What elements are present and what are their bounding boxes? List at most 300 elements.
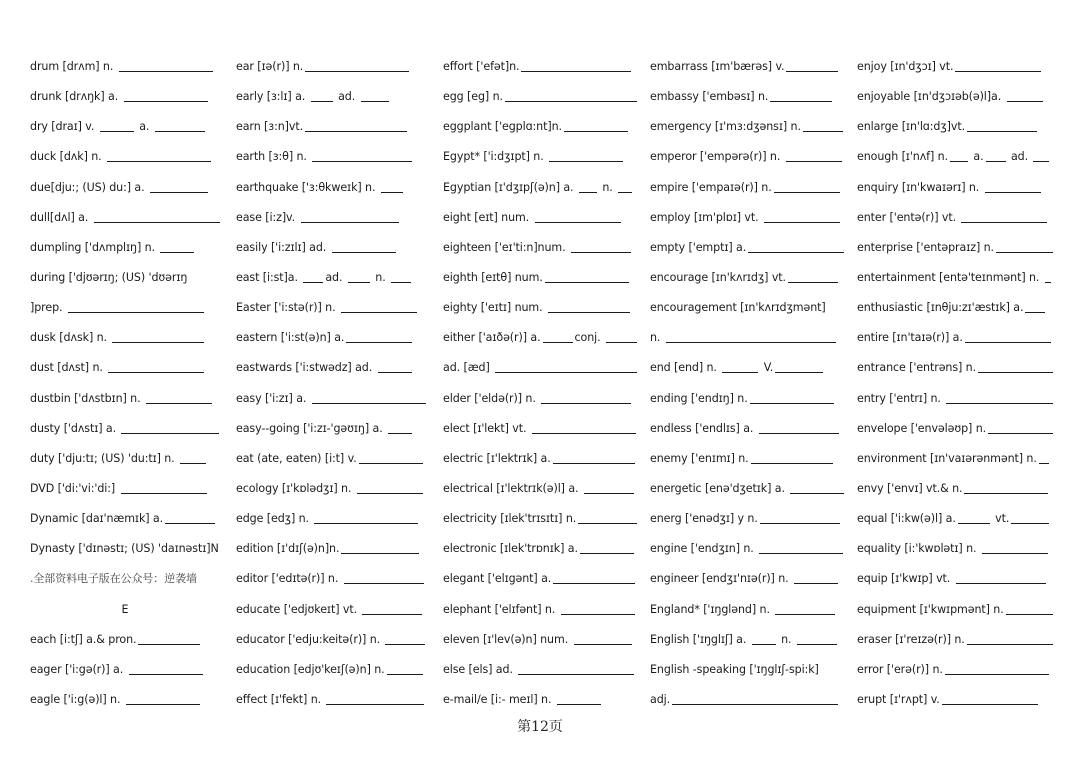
entry-text: dry [draɪ] v. (30, 120, 98, 134)
vocab-entry (650, 444, 844, 474)
entry-text: education [edjʊ'keɪʃ(ə)n] n. (236, 662, 385, 676)
answer-blank (618, 192, 632, 193)
answer-blank (1045, 282, 1051, 283)
vocab-entry (650, 82, 844, 112)
vocab-entry (857, 504, 1053, 534)
entry-text: educator ['edju:keitə(r)] n. (236, 632, 384, 646)
answer-blank (381, 192, 403, 193)
vocab-entry (443, 655, 637, 685)
answer-blank (564, 131, 628, 132)
entry-text: educate ['edjʊkeɪt] vt. (236, 602, 361, 616)
answer-blank (314, 523, 418, 524)
answer-blank (301, 222, 399, 223)
answer-blank (548, 312, 630, 313)
answer-blank (578, 523, 637, 524)
entry-text: enjoy [ɪn'dʒɔɪ] vt. (857, 60, 954, 73)
entry-text: a. (135, 120, 153, 134)
answer-blank (545, 282, 629, 283)
entry-text: earthquake ['ɜ:θkweɪk] n. (236, 180, 379, 194)
vocab-entry (443, 625, 637, 655)
entry-text: energetic [enə'dʒetɪk] a. (650, 481, 789, 495)
vocab-entry (857, 414, 1053, 444)
answer-blank (584, 493, 634, 494)
entry-text: .全部资料电子版在公众号：逆袭墙 (30, 572, 197, 586)
word-column-2 (236, 52, 430, 715)
entry-text: erupt [ɪ'rʌpt] v. (857, 692, 940, 706)
entry-text: eager ['i:gə(r)] a. (30, 662, 127, 676)
vocab-entry (30, 173, 220, 203)
answer-blank (303, 282, 323, 283)
answer-blank (1006, 614, 1053, 615)
answer-blank (786, 71, 838, 72)
entry-text: equipment [ɪ'kwɪpmənt] n. (857, 602, 1004, 616)
entry-text: ad. (1007, 150, 1032, 164)
answer-blank (961, 222, 1047, 223)
entry-text: elephant ['elɪfənt] n. (443, 602, 559, 616)
answer-blank (312, 403, 426, 404)
entry-text: enough [ɪ'nʌf] n. (857, 150, 948, 164)
vocab-entry (650, 233, 844, 263)
vocab-entry (236, 203, 430, 233)
answer-blank (341, 312, 417, 313)
entry-text: energ ['enədʒɪ] y n. (650, 512, 758, 526)
answer-blank (942, 704, 1038, 705)
answer-blank (750, 403, 834, 404)
answer-blank (108, 372, 204, 373)
vocab-entry (30, 595, 220, 625)
vocab-entry (236, 595, 430, 625)
answer-blank (535, 222, 621, 223)
vocab-entry (236, 353, 430, 383)
entry-text: enjoyable [ɪn'dʒɔɪəb(ə)l]a. (857, 90, 1005, 104)
vocab-entry (443, 142, 637, 172)
vocab-entry (443, 233, 637, 263)
answer-blank (150, 192, 208, 193)
entry-text: Dynasty ['dɪnəstɪ; (US) 'daɪnəstɪ]N (30, 542, 219, 556)
vocab-entry (650, 142, 844, 172)
entry-text: conj. (574, 331, 604, 345)
vocab-entry (443, 504, 637, 534)
answer-blank (387, 674, 423, 675)
entry-text: entertainment [entə'teɪnmənt] n. (857, 270, 1043, 284)
entry-text: dusk [dʌsk] n. (30, 331, 111, 345)
entry-text: eggplant ['egplɑ:nt]n. (443, 120, 562, 134)
entry-text: enterprise ['entəpraɪz] n. (857, 240, 994, 254)
vocab-entry (443, 82, 637, 112)
vocab-entry (443, 112, 637, 142)
answer-blank (751, 463, 833, 464)
entry-text: V. (760, 361, 774, 375)
entry-text: eat (ate, eaten) [i:t] v. (236, 451, 357, 465)
entry-text: a. (970, 150, 984, 164)
entry-text: embassy ['embəsɪ] n. (650, 90, 769, 104)
entry-text: enthusiastic [ɪnθju:zɪ'æstɪk] a. (857, 301, 1024, 315)
answer-blank (722, 372, 758, 373)
vocab-entry (236, 293, 430, 323)
vocab-entry (857, 655, 1053, 685)
answer-blank (982, 553, 1048, 554)
entry-text: elegant ['elɪgənt] a. (443, 572, 552, 586)
answer-blank (495, 372, 637, 373)
entry-text: employ [ɪm'plɒɪ] vt. (650, 210, 762, 224)
answer-blank (359, 463, 423, 464)
entry-text: drunk [drʌŋk] a. (30, 90, 122, 104)
vocab-entry (857, 625, 1053, 655)
vocab-entry (236, 52, 430, 82)
entry-text: ad. (334, 90, 359, 104)
word-column-4 (650, 52, 844, 715)
answer-blank (579, 192, 597, 193)
answer-blank (956, 583, 1046, 584)
answer-blank (958, 523, 990, 524)
vocab-entry (857, 474, 1053, 504)
vocab-entry (443, 384, 637, 414)
entry-text: n. (650, 331, 664, 345)
vocab-entry (443, 444, 637, 474)
vocab-entry (857, 353, 1053, 383)
vocab-entry (650, 625, 844, 655)
answer-blank (312, 161, 412, 162)
entry-text: English -speaking ['ɪŋglɪʃ-spi:k] (650, 662, 819, 676)
answer-blank (553, 583, 635, 584)
answer-blank (1025, 312, 1045, 313)
vocab-entry (443, 293, 637, 323)
vocab-entry (443, 414, 637, 444)
vocab-entry (30, 384, 220, 414)
vocab-entry (857, 112, 1053, 142)
answer-blank (155, 131, 205, 132)
vocab-entry (236, 534, 430, 564)
answer-blank (505, 101, 637, 102)
answer-blank (305, 131, 407, 132)
vocab-entry (857, 263, 1053, 293)
entry-text: else [els] ad. (443, 662, 517, 676)
answer-blank (385, 644, 425, 645)
entry-text: electricity [ɪlek'trɪsɪtɪ] n. (443, 512, 577, 526)
entry-text: vt. (991, 512, 1010, 526)
vocab-entry (30, 142, 220, 172)
entry-text: dumpling ['dʌmplɪŋ] n. (30, 240, 159, 254)
entry-text: e-mail/e [i:- meɪl] n. (443, 692, 555, 706)
vocab-entry (443, 474, 637, 504)
vocab-entry (443, 564, 637, 594)
answer-blank (775, 614, 835, 615)
vocab-entry (30, 293, 220, 323)
entry-text: empty ['emptɪ] a. (650, 240, 747, 254)
answer-blank (388, 433, 412, 434)
entry-text: dusty ['dʌstɪ] a. (30, 421, 120, 435)
answer-blank (68, 312, 204, 313)
vocab-entry (30, 474, 220, 504)
entry-text: edition [ɪ'dɪʃ(ə)n]n. (236, 542, 340, 556)
answer-blank (553, 463, 635, 464)
word-column-5 (857, 52, 1053, 715)
entry-text: ]prep. (30, 301, 66, 315)
answer-blank (561, 614, 635, 615)
answer-blank (543, 342, 573, 343)
entry-text: dull[dʌl] a. (30, 210, 92, 224)
vocab-entry (236, 112, 430, 142)
entry-text: earth [ɜ:θ] n. (236, 150, 311, 164)
entry-text: envelope ['envələʊp] n. (857, 421, 987, 435)
entry-text: eleven [ɪ'lev(ə)n] num. (443, 632, 572, 646)
vocab-entry (443, 203, 637, 233)
answer-blank (557, 704, 601, 705)
entry-text: Easter ['i:stə(r)] n. (236, 301, 339, 315)
answer-blank (1039, 463, 1049, 464)
vocab-entry (236, 504, 430, 534)
vocab-entry (30, 444, 220, 474)
answer-blank (797, 644, 837, 645)
vocab-entry (650, 173, 844, 203)
vocab-entry (650, 263, 844, 293)
entry-text: entry ['entrɪ] n. (857, 391, 945, 405)
entry-text: dustbin ['dʌstbɪn] n. (30, 391, 144, 405)
vocab-entry (30, 625, 220, 655)
entry-text: environment [ɪn'vaɪərənmənt] n. (857, 451, 1037, 465)
vocab-entry (236, 263, 430, 293)
answer-blank (1033, 161, 1049, 162)
vocab-entry (236, 444, 430, 474)
entry-text: equality [i:'kwɒlətɪ] n. (857, 542, 980, 556)
entry-text: eraser [ɪ'reɪzə(r)] n. (857, 632, 965, 646)
vocab-entry (443, 173, 637, 203)
answer-blank (146, 403, 212, 404)
vocab-entry (30, 504, 220, 534)
vocab-entry (650, 595, 844, 625)
entry-text: eight [eɪt] num. (443, 210, 533, 224)
answer-blank (794, 583, 838, 584)
entry-text: effort ['efət]n. (443, 60, 520, 73)
vocab-entry (236, 474, 430, 504)
vocab-entry (30, 52, 220, 82)
answer-blank (541, 403, 631, 404)
entry-text: eighth [eɪtθ] num. (443, 270, 543, 284)
entry-text: elect [ɪ'lekt] vt. (443, 421, 530, 435)
vocab-entry (857, 52, 1053, 82)
vocab-entry (30, 203, 220, 233)
answer-blank (770, 101, 832, 102)
vocab-entry (857, 173, 1053, 203)
vocab-entry (650, 112, 844, 142)
vocab-entry (236, 233, 430, 263)
vocab-entry (650, 203, 844, 233)
answer-blank (100, 131, 134, 132)
answer-blank (378, 372, 412, 373)
answer-blank (126, 704, 200, 705)
vocab-entry (857, 564, 1053, 594)
answer-blank (121, 433, 219, 434)
entry-text: Egyptian [ɪ'dʒɪpʃ(ə)n] a. (443, 180, 577, 194)
answer-blank (361, 101, 389, 102)
vocab-entry (650, 474, 844, 504)
entry-text: endless ['endlɪs] a. (650, 421, 757, 435)
answer-blank (946, 403, 1053, 404)
answer-blank (786, 161, 842, 162)
entry-text: end [end] n. (650, 361, 721, 375)
entry-text: dust [dʌst] n. (30, 361, 107, 375)
entry-text: enlarge [ɪn'lɑ:dʒ]vt. (857, 120, 966, 134)
answer-blank (165, 523, 215, 524)
vocab-entry (236, 685, 430, 715)
word-column-1 (30, 52, 220, 715)
answer-blank (985, 192, 1041, 193)
answer-blank (1011, 523, 1049, 524)
entry-text: English ['ɪŋglɪʃ] a. (650, 632, 750, 646)
entry-text: ease [i:z]v. (236, 210, 299, 224)
answer-blank (112, 342, 204, 343)
entry-text: n. (777, 632, 795, 646)
entry-text: enter ['entə(r)] vt. (857, 210, 960, 224)
answer-blank (580, 553, 634, 554)
entry-text: ecology [ɪ'kɒlədʒɪ] n. (236, 481, 355, 495)
answer-blank (521, 71, 631, 72)
answer-blank (759, 433, 839, 434)
answer-blank (124, 101, 208, 102)
answer-blank (950, 161, 968, 162)
word-column-3 (443, 52, 637, 715)
vocab-entry (30, 353, 220, 383)
answer-blank (326, 704, 424, 705)
answer-blank (964, 493, 1048, 494)
answer-blank (138, 644, 200, 645)
vocab-entry (30, 534, 220, 564)
answer-blank (790, 493, 844, 494)
answer-blank (571, 252, 631, 253)
answer-blank (788, 282, 838, 283)
entry-text: error ['erə(r)] n. (857, 662, 943, 676)
answer-blank (332, 252, 396, 253)
answer-blank (988, 433, 1053, 434)
entry-text: during ['djʊərɪŋ; (US) 'dʊərɪŋ (30, 270, 188, 284)
vocab-entry (857, 685, 1053, 715)
vocab-entry (30, 414, 220, 444)
vocab-entry (650, 323, 844, 353)
entry-text: embarrass [ɪm'bærəs] v. (650, 60, 785, 73)
vocab-entry (857, 534, 1053, 564)
answer-blank (955, 71, 1041, 72)
entry-text: enemy ['enɪmɪ] n. (650, 451, 749, 465)
answer-blank (574, 644, 632, 645)
entry-text: encouragement [ɪn'kʌrɪdʒmənt] (650, 301, 826, 315)
vocab-entry (443, 534, 637, 564)
page-number: 第12页 (517, 719, 563, 735)
vocab-entry (650, 52, 844, 82)
vocab-entry (30, 685, 220, 715)
vocab-entry (30, 323, 220, 353)
answer-blank (532, 433, 636, 434)
answer-blank (341, 553, 419, 554)
entry-text: emergency [ɪ'mɜ:dʒənsɪ] n. (650, 120, 801, 134)
vocab-entry (650, 353, 844, 383)
answer-blank (967, 644, 1053, 645)
vocab-entry (443, 595, 637, 625)
vocab-entry (857, 323, 1053, 353)
vocab-entry (650, 504, 844, 534)
answer-blank (160, 252, 194, 253)
answer-blank (752, 644, 776, 645)
entry-text: ad. [æd] (443, 361, 494, 375)
entry-text: eighteen ['eɪ'ti:n]num. (443, 240, 569, 254)
entry-text: adj. (650, 692, 671, 706)
answer-blank (1007, 101, 1043, 102)
answer-blank (996, 252, 1053, 253)
entry-text: editor ['edɪtə(r)] n. (236, 572, 342, 586)
entry-text: Egypt* ['i:dʒɪpt] n. (443, 150, 548, 164)
answer-blank (119, 71, 213, 72)
answer-blank (774, 192, 840, 193)
entry-text: eastern ['i:st(ə)n] a. (236, 331, 345, 345)
entry-text: eagle ['i:g(ə)l] n. (30, 692, 124, 706)
entry-text: n. (598, 180, 617, 194)
entry-text: emperor ['empərə(r)] n. (650, 150, 784, 164)
entry-text: E (121, 602, 129, 616)
vocab-entry (236, 142, 430, 172)
entry-text: eighty ['eɪtɪ] num. (443, 301, 546, 315)
answer-blank (748, 252, 844, 253)
vocab-entry (857, 203, 1053, 233)
entry-text: ear [ɪə(r)] n. (236, 60, 304, 73)
answer-blank (764, 222, 840, 223)
vocab-entry (857, 595, 1053, 625)
vocab-entry (30, 263, 220, 293)
vocab-entry (650, 564, 844, 594)
vocab-entry (236, 82, 430, 112)
answer-blank (759, 553, 843, 554)
vocab-entry (30, 82, 220, 112)
entry-text: duty ['dju:tɪ; (US) 'du:tɪ] n. (30, 451, 179, 465)
vocab-entry (857, 142, 1053, 172)
entry-text: enquiry [ɪn'kwaɪərɪ] n. (857, 180, 983, 194)
entry-text: equal ['i:kw(ə)l] a. (857, 512, 956, 526)
answer-blank (180, 463, 206, 464)
answer-blank (978, 372, 1053, 373)
answer-blank (945, 674, 1049, 675)
entry-text: equip [ɪ'kwɪp] vt. (857, 572, 954, 586)
answer-blank (362, 614, 422, 615)
entry-text: drum [drʌm] n. (30, 60, 117, 73)
entry-text: entire [ɪn'taɪə(r)] a. (857, 331, 963, 345)
entry-text: easy ['i:zɪ] a. (236, 391, 310, 405)
entry-text: envy ['envɪ] vt.& n. (857, 481, 963, 495)
vocab-entry (236, 323, 430, 353)
vocab-entry (443, 52, 637, 82)
entry-text: edge [edʒ] n. (236, 512, 313, 526)
entry-text: electrical [ɪ'lektrɪk(ə)l] a. (443, 481, 582, 495)
entry-text: empire ['empaɪə(r)] n. (650, 180, 772, 194)
vocab-entry (30, 564, 220, 594)
answer-blank (344, 583, 424, 584)
vocab-entry (650, 655, 844, 685)
entry-text: eastwards ['i:stwədz] ad. (236, 361, 376, 375)
entry-text: easy--going ['i:zɪ-'gəʊɪŋ] a. (236, 421, 387, 435)
entry-text: earn [ɜ:n]vt. (236, 120, 304, 134)
answer-blank (305, 71, 409, 72)
vocab-entry (650, 293, 844, 323)
entry-text: ad. (325, 270, 346, 284)
vocab-entry (857, 293, 1053, 323)
entry-text: England* ['ɪŋglənd] n. (650, 602, 774, 616)
entry-text: electric [ɪ'lektrɪk] a. (443, 451, 551, 465)
answer-blank (967, 131, 1037, 132)
answer-blank (391, 282, 411, 283)
vocab-entry (236, 414, 430, 444)
vocab-entry (236, 384, 430, 414)
entry-text: Dynamic [daɪ'næmɪk] a. (30, 512, 164, 526)
answer-blank (129, 674, 203, 675)
vocab-entry (650, 384, 844, 414)
entry-text: east [i:st]a. (236, 270, 302, 284)
